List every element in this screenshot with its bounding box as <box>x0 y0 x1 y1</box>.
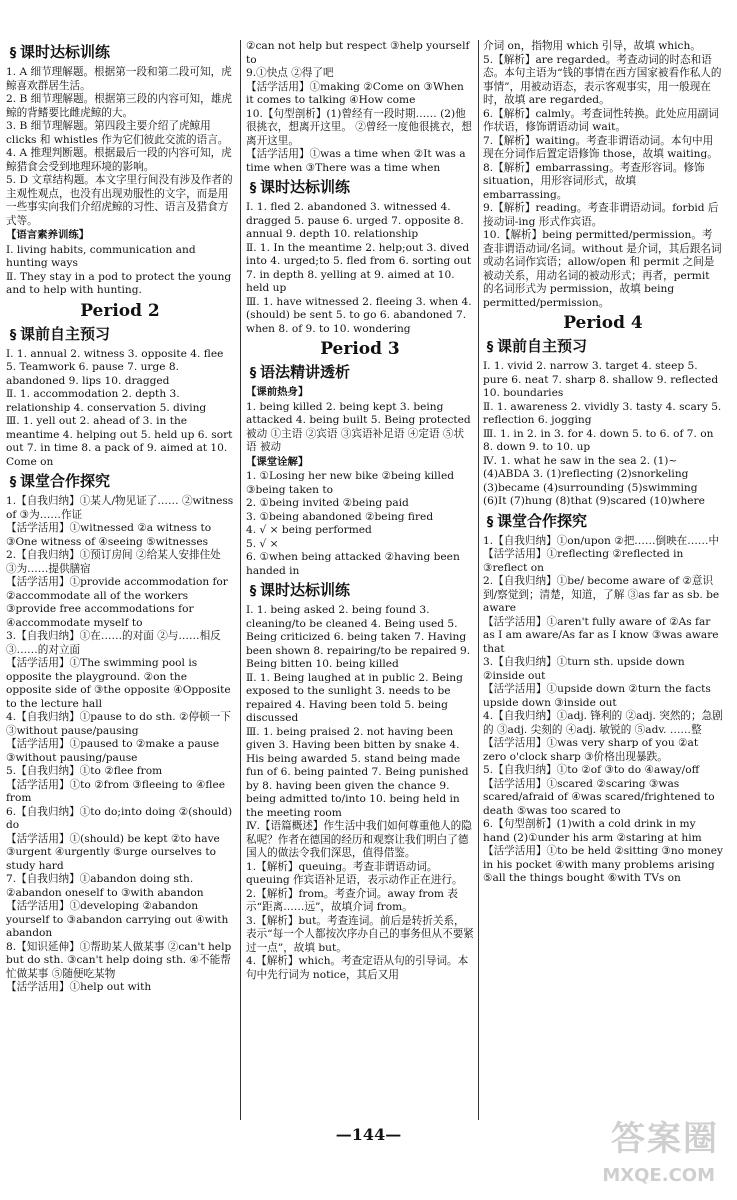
column-divider <box>478 40 479 1120</box>
answer-line: 4.【解析】which。考查定语从句的引导词。本句中先行词为 notice，其后又用 <box>246 955 469 981</box>
answer-line: 【活学活用】①witnessed ②a witness to ③One witness of ④seeing ⑤witnesses <box>6 522 212 548</box>
answer-line: 【活学活用】①The swimming pool is opposite the playground. ②on the opposite side of ③the opposite ④Opposite to the lecture hall <box>6 657 231 710</box>
answer-line: 5.【自我归纳】①to ②of ③to do ④away/off <box>483 764 700 776</box>
period-heading: Period 2 <box>80 300 160 321</box>
answer-line: 5. √ × <box>246 537 279 550</box>
answer-line: 【活学活用】①to ②from ③fleeing to ④flee from <box>6 778 225 804</box>
section-heading-text: 课时达标训练 <box>260 581 351 599</box>
answer-line: 1. A 细节理解题。根据第一段和第二段可知，虎鲸喜欢群居生活。 <box>6 66 232 92</box>
page-number: —144— <box>335 1125 402 1144</box>
section-heading <box>246 580 474 602</box>
answer-line: Ⅰ. 1. annual 2. witness 3. opposite 4. flee 5. Teamwork 6. pause 7. urge 8. abandoned 9. lips 10. dragged <box>6 347 224 387</box>
answer-line: Ⅳ.【语篇概述】作生活中我们如何尊重他人的隐私呢？作者在德国的经历和观察让我们明白了德国人的做法令我们深思，值得借鉴。 <box>246 820 472 859</box>
answer-line: 7.【解析】waiting。考查非谓语动词。本句中用现在分词作后置定语修饰 those，故填 waiting。 <box>483 134 718 160</box>
answer-line: 【活学活用】①scared ②scaring ③was scared/afraid of ④was scared/frightened to death ⑤was too scared to <box>483 777 715 817</box>
answer-line: 3.【自我归纳】①在……的对面 ②与……相反 ③……的对立面 <box>6 630 221 656</box>
section-heading-text: 语法精讲透析 <box>260 363 351 381</box>
section-heading <box>483 511 723 533</box>
answer-line: 【活学活用】①paused to ②make a pause ③without pausing/pause <box>6 738 220 764</box>
section-heading <box>6 42 234 64</box>
subsection-label: 【语言素养训练】 <box>6 229 90 241</box>
answer-line: 9.①快点 ②得了吧 <box>246 67 334 79</box>
section-marker-icon: § <box>249 181 257 196</box>
answer-line: 4. A 推理判断题。根据最后一段的内容可知，虎鲸猎食会受到地理环境的影响。 <box>6 147 232 173</box>
answer-line: Ⅲ. 1. being praised 2. not having been given 3. Having been bitten by snake 4. His being awarded 5. stand being made fun of 6. being painted 7. Being punished by 8. having been given the chance 9. being admitted to/into 10. being held in the meeting room <box>246 725 469 819</box>
section-heading-text: 课堂合作探究 <box>20 472 111 490</box>
answer-line: Ⅱ. 1. awareness 2. vividly 3. tasty 4. scary 5. reflection 6. jogging <box>483 400 722 426</box>
section-marker-icon: § <box>9 46 17 61</box>
answer-line: 4. √ × being performed <box>246 524 372 536</box>
answer-line: 1. being killed 2. being kept 3. being attacked 4. being built 5. Being protected <box>246 400 471 426</box>
answer-line: 2.【自我归纳】①be/ become aware of ②意识到/察觉到；清楚，知道，了解 ③as far as sb. be aware <box>483 575 720 614</box>
answer-line: 【活学活用】①reflecting ②reflected in ③reflect on <box>483 548 684 574</box>
period-heading: Period 3 <box>320 339 400 359</box>
section-heading-text: 课堂合作探究 <box>497 511 588 530</box>
answer-line: 2.【自我归纳】①预订房间 ②给某人安排住处 ③为……提供膳宿 <box>6 549 221 575</box>
answer-line: 【活学活用】①to be held ②sitting ③no money in his pocket ④with many problems arising ⑤all the things bought ⑥with TVs on <box>483 845 723 884</box>
subsection-label: 【课堂诠解】 <box>246 455 309 468</box>
answer-line: 3. ①being abandoned ②being fired <box>246 510 434 523</box>
answer-line: 1. ①Losing her new bike ②being killed ③being taken to <box>246 470 455 496</box>
answer-line: Ⅰ. 1. fled 2. abandoned 3. witnessed 4. dragged 5. pause 6. urged 7. opposite 8. annual 9. depth 10. relationship <box>246 201 464 240</box>
answer-line: 介词 on，指物用 which 引导，故填 which。 <box>483 40 701 52</box>
answer-line: 4.【自我归纳】①pause to do sth. ②停顿一下 ③without pause/pausing <box>6 711 231 737</box>
answer-line: 9.【解析】reading。考查非谓语动词。forbid 后接动词-ing 形式作宾语。 <box>483 202 719 228</box>
answer-line: 7.【自我归纳】①abandon doing sth. ②abandon oneself to ③with abandon <box>6 873 204 899</box>
answer-line: 【活学活用】①making ②Come on ③When it comes to talking ④How come <box>246 80 464 106</box>
answer-line: 【活学活用】①developing ②abandon yourself to ③abandon carrying out ④with abandon <box>6 900 229 939</box>
subsection-label: 【课前热身】 <box>246 386 309 398</box>
answer-line: Ⅰ. 1. being asked 2. being found 3. cleaning/to be cleaned 4. Being used 5. Being criticized 6. being taken 7. Having been shown 8. repairing/to be repaired 9. Being bitten 10. being killed <box>246 604 471 670</box>
column-right <box>483 40 723 886</box>
answer-line: 【活学活用】①(should) be kept ②to have ③urgent ④urgently ⑤urge ourselves to study hard <box>6 832 220 872</box>
answer-line: Ⅱ. 1. In the meantime 2. help;out 3. dived into 4. urged;to 5. fled from 6. sorting out 7. in depth 8. yelling at 9. aimed at 10. held up <box>246 241 472 294</box>
answer-line: Ⅲ. 1. in 2. in 3. for 4. down 5. to 6. of 7. on 8. down 9. to 10. up <box>483 427 714 453</box>
answer-line: 6. ①when being attacked ②having been handed in <box>246 551 460 577</box>
answer-line: 8.【解析】embarrassing。考查形容词。修饰 situation，用形容词形式，故填 embarrassing。 <box>483 161 705 201</box>
answer-line: 1.【解析】queuing。考查非谓语动词。queuing 作宾语补足语，表示动作正在进行。 <box>246 860 463 886</box>
answer-line: 3.【自我归纳】①turn sth. upside down ②inside out <box>483 656 685 682</box>
answer-line: 5.【解析】are regarded。考查动词的时态和语态。本句主语为“钱的事情在西方国家被看作私人的事情”，用被动语态，表示客观事实，用一般现在时，故填 are regarded。 <box>483 53 722 106</box>
section-heading-text: 课时达标训练 <box>20 43 111 61</box>
answer-line: 5.【自我归纳】①to ②flee from <box>6 765 163 777</box>
answer-line: Ⅱ. 1. Being laughed at in public 2. Being exposed to the sunlight 3. needs to be repaired 4. Having been told 5. being discussed <box>246 671 463 724</box>
answer-line: 6.【解析】calmly。考查词性转换。此处应用副词作状语，修饰谓语动词 wait。 <box>483 107 719 133</box>
answer-line: Ⅱ. They stay in a pod to protect the young and to help with hunting. <box>6 270 232 296</box>
answer-line: 3. B 细节理解题。第四段主要介绍了虎鲸用 clicks 和 whistles 作为它们彼此交流的语言。 <box>6 120 229 146</box>
section-marker-icon: § <box>486 340 494 355</box>
answer-line: 8.【知识延伸】①帮助某人做某事 ②can't help but do sth. ③can't help doing sth. ④不能帮忙做某事 ⑤随便吃某物 <box>6 940 232 980</box>
answer-line: 2. ①being invited ②being paid <box>246 497 409 509</box>
answer-line: Ⅰ. living habits, communication and hunting ways <box>6 243 196 269</box>
answer-line: 【活学活用】①provide accommodation for ②accommodate all of the workers ③provide free accommodations for ④accommodate myself to <box>6 576 228 629</box>
answer-line: Ⅱ. 1. accommodation 2. depth 3. relationship 4. conservation 5. diving <box>6 388 207 414</box>
watermark-logo: 答案圈 <box>611 1119 719 1159</box>
period-heading: Period 4 <box>563 313 643 333</box>
answer-line: 6.【自我归纳】①to do;into doing ②(should) do <box>6 805 233 831</box>
section-marker-icon: § <box>9 475 17 490</box>
answer-line: 2. B 细节理解题。根据第三段的内容可知，雄虎鲸的背鳍要比雌虎鲸的大。 <box>6 93 232 119</box>
answer-line: 【活学活用】①help out with <box>6 981 152 993</box>
answer-line: Ⅰ. 1. vivid 2. narrow 3. target 4. steep 5. pure 6. neat 7. sharp 8. shallow 9. reflected 10. boundaries <box>483 360 719 399</box>
answer-line: Ⅲ. 1. have witnessed 2. fleeing 3. when 4. (should) be sent 5. to go 6. abandoned 7. when 8. of 9. to 10. wondering <box>246 295 472 335</box>
answer-line: 【活学活用】①upside down ②turn the facts upside down ③inside out <box>483 683 711 709</box>
watermark-site: MXQE.COM <box>602 1165 715 1186</box>
answer-line: 6.【句型剖析】(1)with a cold drink in my hand (2)①under his arm ②staring at him <box>483 818 702 844</box>
section-heading <box>246 362 474 384</box>
section-heading <box>6 324 234 346</box>
answer-line: 【活学活用】①was a time when ②It was a time when ③There was a time when <box>246 148 466 174</box>
section-marker-icon: § <box>9 327 17 343</box>
answer-line: 10.【解析】being permitted/permission。考查非谓语动词/名词。without 是介词，其后跟名词或动名词作宾语；allow/open 和 permit 之间是被动关系，用动名词的被动形式；再者，permit 的名词形式为 permission，故填 being permitted/permission。 <box>483 229 722 309</box>
column-divider <box>240 40 241 1120</box>
answer-line: ②can not help but respect ③help yourself to <box>246 40 470 66</box>
section-marker-icon: § <box>486 514 494 530</box>
answer-line: Ⅳ. 1. what he saw in the sea 2. (1)~(4)ABDA 3. (1)reflecting (2)snorkeling (3)became (4)surrounding (5)swimming (6)It (7)hung (8)that (9)scared (10)where <box>483 454 705 507</box>
answer-line: 1.【自我归纳】①on/upon ②把……倒映在……中 <box>483 534 720 547</box>
answer-line: Ⅲ. 1. yell out 2. ahead of 3. in the meantime 4. helping out 5. held up 6. sort out 7. in time 8. a pack of 9. aimed at 10. Come on <box>6 415 233 468</box>
answer-line: 被动 ①主语 ②宾语 ③宾语补足语 ④定语 ⑤状语 被动 <box>246 427 465 453</box>
answer-line: 【活学活用】①aren't fully aware of ②As far as I am aware/As far as I know ③was aware that <box>483 615 719 655</box>
column-middle <box>246 40 474 982</box>
section-marker-icon: § <box>249 366 257 381</box>
section-marker-icon: § <box>249 584 257 599</box>
section-heading-text: 课前自主预习 <box>20 324 111 343</box>
answer-line: 【活学活用】①was very sharp of you ②at zero o'clock sharp ③价格出现暴跌。 <box>483 737 699 763</box>
section-heading <box>6 471 234 493</box>
answer-line: 3.【解析】but。考查连词。前后是转折关系，表示“每一个人都按次序办自己的事务但从不要紧过一点”，故填 but。 <box>246 914 474 954</box>
answer-line: 10.【句型剖析】(1)曾经有一段时期…… (2)他很挑衣，想离开这里。 ②曾经一度他很挑衣，想离开这里。 <box>246 107 472 147</box>
column-left <box>6 40 234 995</box>
answer-line: 2.【解析】from。考查介词。away from 表示“距离……远”，故填介词 from。 <box>246 887 458 913</box>
section-heading-text: 课时达标训练 <box>260 178 351 196</box>
answer-line: 1.【自我归纳】①某人/物见证了…… ②witness of ③为……作证 <box>6 495 234 521</box>
answer-line: 5. D 文章结构题。本文字里行间没有涉及作者的主观性观点，也没有出现劝服性的文字，而是用一些事实向我们介绍虎鲸的习性、语言及猎食方式等。 <box>6 174 233 227</box>
section-heading <box>483 336 723 358</box>
section-heading-text: 课前自主预习 <box>497 337 588 355</box>
section-heading <box>246 177 474 199</box>
answer-line: 4.【自我归纳】①adj. 锋利的 ②adj. 突然的；急剧的 ③adj. 尖刻的 ④adj. 敏锐的 ⑤adv. ……整 <box>483 710 723 736</box>
